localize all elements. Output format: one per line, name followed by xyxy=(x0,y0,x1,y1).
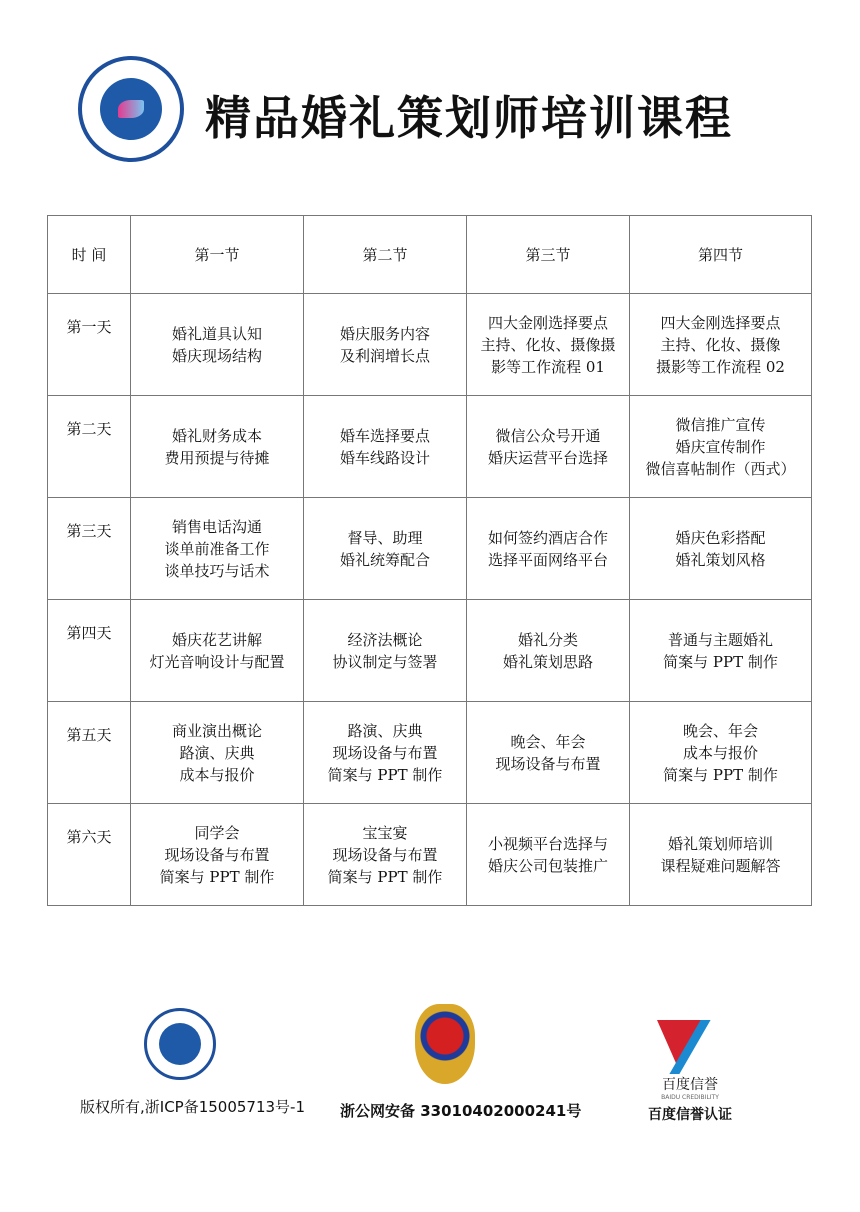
session-cell: 路演、庆典 现场设备与布置 简案与 PPT 制作 xyxy=(327,721,443,784)
baidu-cert-text: 百度信誉认证 xyxy=(648,1107,732,1123)
police-emblem-icon xyxy=(415,1004,475,1084)
session-cell: 婚礼道具认知 婚庆现场结构 xyxy=(171,324,262,365)
baidu-logo-en: BAIDU CREDIBILITY xyxy=(661,1094,719,1101)
table-row xyxy=(48,804,812,906)
table-header-row xyxy=(48,216,812,294)
police-record-text: 浙公网安备 33010402000241号 xyxy=(340,1102,582,1120)
day-label: 第四天 xyxy=(66,624,112,642)
footer-copyright-block xyxy=(80,1008,306,1117)
session-cell: 销售电话沟通 谈单前准备工作 谈单技巧与话术 xyxy=(164,517,270,580)
session-cell: 四大金刚选择要点 主持、化妆、摄像 摄影等工作流程 02 xyxy=(656,313,785,376)
session-cell: 经济法概论 协议制定与签署 xyxy=(332,630,438,671)
company-logo xyxy=(78,56,184,162)
session-cell: 如何签约酒店合作 选择平面网络平台 xyxy=(487,528,608,569)
day-label: 第一天 xyxy=(66,318,112,336)
day-label: 第六天 xyxy=(66,828,112,846)
session-cell: 婚礼策划师培训 课程疑难问题解答 xyxy=(660,834,781,875)
baidu-logo-text: 百度信誉 xyxy=(662,1077,718,1093)
session-cell: 小视频平台选择与 婚庆公司包装推广 xyxy=(487,834,608,875)
session-cell: 微信公众号开通 婚庆运营平台选择 xyxy=(487,426,608,467)
session-cell: 宝宝宴 现场设备与布置 简案与 PPT 制作 xyxy=(327,823,443,886)
header-session-3: 第三节 xyxy=(525,245,571,264)
session-cell: 婚礼财务成本 费用预提与待摊 xyxy=(164,426,270,467)
table-row xyxy=(48,294,812,396)
header-session-2: 第二节 xyxy=(362,245,408,264)
table-row xyxy=(48,600,812,702)
table-row xyxy=(48,498,812,600)
copyright-text: 版权所有,浙ICP备15005713号-1 xyxy=(80,1098,306,1116)
session-cell: 四大金刚选择要点 主持、化妆、摄像摄 影等工作流程 01 xyxy=(480,313,616,376)
session-cell: 婚礼分类 婚礼策划思路 xyxy=(502,630,593,671)
session-cell: 微信推广宣传 婚庆宣传制作 微信喜帖制作（西式） xyxy=(645,415,796,478)
table-row xyxy=(48,702,812,804)
day-label: 第五天 xyxy=(66,726,112,744)
page-title: 精品婚礼策划师培训课程 xyxy=(205,91,733,145)
table-row xyxy=(48,396,812,498)
session-cell: 婚庆色彩搭配 婚礼策划风格 xyxy=(675,528,766,569)
session-cell: 督导、助理 婚礼统筹配合 xyxy=(339,528,430,569)
baidu-v-icon xyxy=(657,1020,723,1070)
session-cell: 普通与主题婚礼 简案与 PPT 制作 xyxy=(663,630,778,671)
session-cell: 婚车选择要点 婚车线路设计 xyxy=(339,426,430,467)
footer-police-block xyxy=(340,1004,582,1121)
header-session-4: 第四节 xyxy=(697,245,743,264)
session-cell: 晚会、年会 成本与报价 简案与 PPT 制作 xyxy=(663,721,778,784)
day-label: 第三天 xyxy=(66,522,112,540)
day-label: 第二天 xyxy=(66,420,112,438)
header-time: 时 间 xyxy=(71,245,107,264)
footer-baidu-block xyxy=(630,1020,750,1124)
course-schedule-table xyxy=(47,215,812,906)
header-session-1: 第一节 xyxy=(194,245,240,264)
session-cell: 婚庆服务内容 及利润增长点 xyxy=(339,324,430,365)
session-cell: 婚庆花艺讲解 灯光音响设计与配置 xyxy=(149,630,285,671)
session-cell: 晚会、年会 现场设备与布置 xyxy=(495,732,601,773)
session-cell: 商业演出概论 路演、庆典 成本与报价 xyxy=(171,721,262,784)
company-seal-icon xyxy=(144,1008,216,1080)
session-cell: 同学会 现场设备与布置 简案与 PPT 制作 xyxy=(159,823,275,886)
